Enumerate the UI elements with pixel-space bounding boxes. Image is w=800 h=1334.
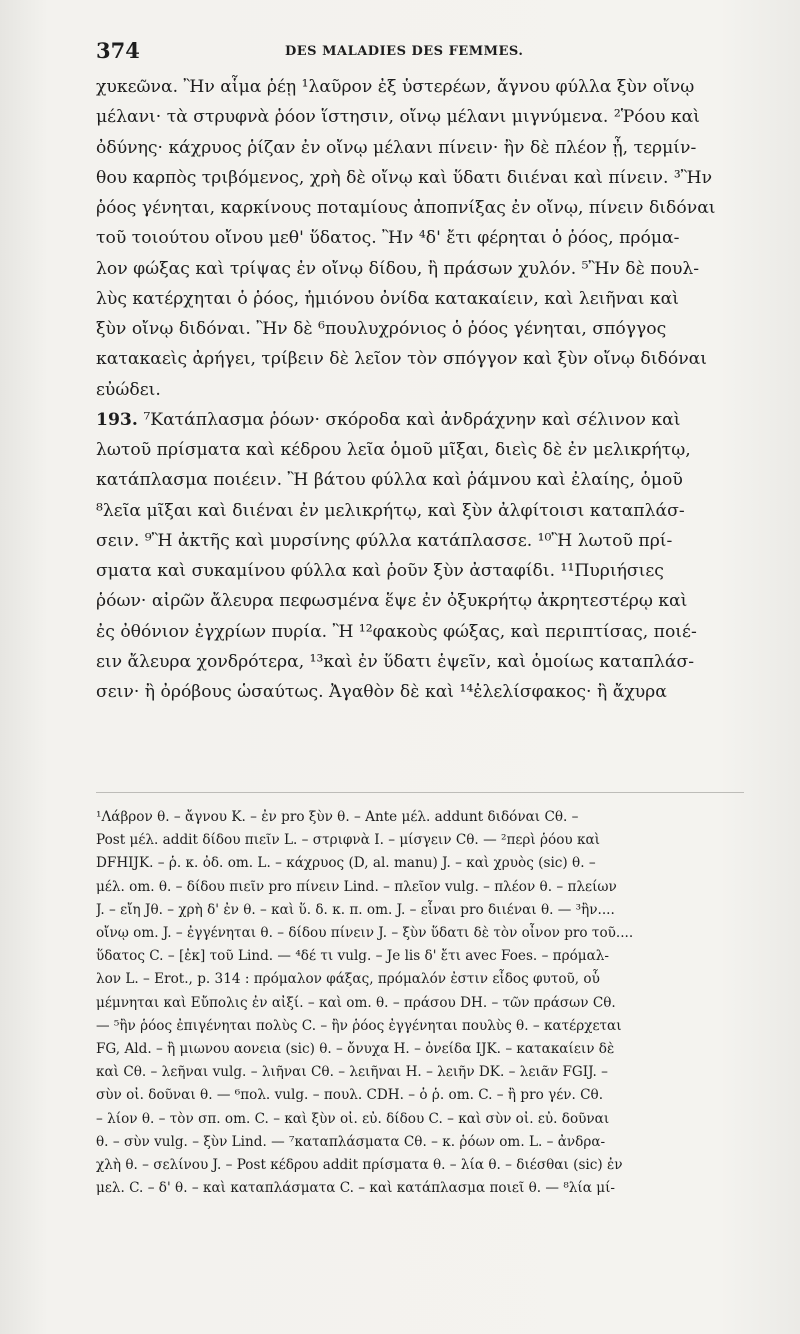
footnote-line: — ⁵ἢν ῥόος ἐπιγένηται πολὺς C. – ἢν ῥόος ἐγγένηται πουλὺς θ. – κατέρχεται: [96, 1017, 622, 1034]
text-line: θου καρπὸς τριβόμενος, χρὴ δὲ οἴνῳ καὶ ὕδατι διιέναι καὶ πίνειν. ³Ἢν: [96, 167, 713, 188]
section-number: 193.: [96, 409, 138, 430]
footnote-line: μέλ. om. θ. – δίδου πιεῖν pro πίνειν Lind. – πλεῖον vulg. – πλέον θ. – πλείων: [96, 878, 617, 895]
text-line: κατακαεὶς ἀρήγει, τρίβειν δὲ λεῖον τὸν σπόγγον καὶ ξὺν οἴνῳ διδόναι: [96, 349, 707, 370]
footnote-line: χλὴ θ. – σελίνου J. – Post κέδρου addit πρίσματα θ. – λία θ. – διέσθαι (sic) ἐν: [96, 1157, 623, 1174]
text-line: κατάπλασμα ποιέειν. Ἢ βάτου φύλλα καὶ ῥάμνου καὶ ἐλαίης, ὁμοῦ: [96, 470, 683, 491]
footnote-line: σὺν οἰ. δοῦναι θ. — ⁶πολ. vulg. – πουλ. CDH. – ὁ ῥ. om. C. – ἢ pro γέν. Cθ.: [96, 1087, 604, 1104]
footnote-line: ὕδατος C. – [ἐκ] τοῦ Lind. — ⁴δέ τι vulg. – Je lis δ' ἔτι avec Foes. – πρόμαλ-: [96, 948, 610, 965]
footnote-line: καὶ Cθ. – λεῆναι vulg. – λιῆναι Cθ. – λειῆναι H. – λειῆν DK. – λειᾶν FGIJ. –: [96, 1064, 608, 1081]
footnote-line: θ. – σὺν vulg. – ξὺν Lind. — ⁷καταπλάσματα Cθ. – κ. ῥόων om. L. – ἀνδρα-: [96, 1133, 606, 1150]
footnote-line: μελ. C. – δ' θ. – καὶ καταπλάσματα C. – καὶ κατάπλασμα ποιεῖ θ. — ⁸λία μί-: [96, 1180, 616, 1197]
footnote-line: J. – εἴη Jθ. – χρὴ δ' ἐν θ. – καὶ ὕ. δ. κ. π. om. J. – εἶναι pro διιέναι θ. — ³ἢν....: [96, 901, 615, 918]
page-header: [96, 36, 736, 66]
section-193-start: 193. ⁷Κατάπλασμα ῥόων· σκόροδα καὶ ἀνδράχνην καὶ σέλινον καὶ: [96, 409, 681, 430]
text-line: ὀδύνης· κάχρυος ῥίζαν ἐν οἴνῳ μέλανι πίνειν· ἢν δὲ πλέον ᾖ, τερμίν-: [96, 137, 697, 158]
footnotes: [96, 806, 744, 1200]
main-text: [96, 72, 744, 707]
footnote-line: DFHIJK. – ῥ. κ. ὀδ. om. L. – κάχρυος (D, al. manu) J. – καὶ χρυὸς (sic) θ. –: [96, 855, 596, 872]
text-line: λὺς κατέρχηται ὁ ῥόος, ἡμιόνου ὀνίδα κατακαίειν, καὶ λειῆναι καὶ: [96, 288, 680, 309]
text-line: λον φώξας καὶ τρίψας ἐν οἴνῳ δίδου, ἢ πράσων χυλόν. ⁵Ἢν δὲ πουλ-: [96, 258, 700, 279]
footnote-separator: [96, 792, 744, 793]
text-line: σειν. ⁹Ἢ ἀκτῆς καὶ μυρσίνης φύλλα κατάπλασσε. ¹⁰Ἢ λωτοῦ πρί-: [96, 530, 673, 551]
footnote-line: λον L. – Erot., p. 314 : πρόμαλον φάξας, πρόμαλόν ἐστιν εἶδος φυτοῦ, οὗ: [96, 971, 600, 988]
footnote-line: ¹Λάβρον θ. – ἄγνου K. – ἐν pro ξὺν θ. – Ante μέλ. addunt διδόναι Cθ. –: [96, 809, 579, 825]
text-line: μέλανι· τὰ στρυφνὰ ῥόον ἵστησιν, οἴνῳ μέλανι μιγνύμενα. ²Ῥόου καὶ: [96, 107, 700, 128]
text-line: τοῦ τοιούτου οἴνου μεθ' ὕδατος. Ἢν ⁴δ' ἔτι φέρηται ὁ ῥόος, πρόμα-: [96, 228, 680, 249]
footnote-line: FG, Ald. – ἢ μιωνου αονεια (sic) θ. – ὄνυχα H. – ὀνείδα IJK. – κατακαίειν δὲ: [96, 1041, 615, 1058]
footnote-line: μέμνηται καὶ Εὔπολις ἐν αἰξί. – καὶ om. θ. – πράσου DH. – τῶν πράσων Cθ.: [96, 994, 616, 1011]
text-line: ξὺν οἴνῳ διδόναι. Ἢν δὲ ⁶πουλυχρόνιος ὁ ῥόος γένηται, σπόγγος: [96, 319, 667, 339]
footnote-line: – λίον θ. – τὸν σπ. om. C. – καὶ ξὺν οἰ. εὐ. δίδου C. – καὶ σὺν οἰ. εὐ. δοῦναι: [96, 1110, 610, 1127]
text-line: ⁸λεῖα μῖξαι καὶ διιέναι ἐν μελικρήτῳ, καὶ ξὺν ἀλφίτοισι καταπλάσ-: [96, 500, 685, 521]
text-line: χυκεῶνα. Ἢν αἷμα ῥέῃ ¹λαῦρον ἐξ ὑστερέων, ἄγνου φύλλα ξὺν οἴνῳ: [96, 77, 695, 97]
text-line: λωτοῦ πρίσματα καὶ κέδρου λεῖα ὁμοῦ μῖξαι, διεὶς δὲ ἐν μελικρήτῳ,: [96, 440, 691, 460]
text-line: ειν ἄλευρα χονδρότερα, ¹³καὶ ἐν ὕδατι ἑψεῖν, καὶ ὁμοίως καταπλάσ-: [96, 651, 695, 672]
text-line: ῥόος γένηται, καρκίνους ποταμίους ἀποπνίξας ἐν οἴνῳ, πίνειν διδόναι: [96, 198, 716, 218]
footnote-line: Post μέλ. addit δίδου πιεῖν L. – στριφνὰ I. – μίσγειν Cθ. — ²περὶ ῥόου καὶ: [96, 832, 601, 849]
running-title: DES MALADIES DES FEMMES.: [285, 44, 524, 59]
footnote-line: οἴνῳ om. J. – ἐγγένηται θ. – δίδου πίνειν J. – ξὺν ὕδατι δὲ τὸν οἶνον pro τοῦ....: [96, 925, 634, 942]
text-line: σματα καὶ συκαμίνου φύλλα καὶ ῥοῦν ξὺν ἀσταφίδι. ¹¹Πυριήσιες: [96, 561, 664, 581]
page-number: 374: [96, 38, 140, 63]
text-line: ἐς ὀθόνιον ἐγχρίων πυρία. Ἢ ¹²φακοὺς φώξας, καὶ περιπτίσας, ποιέ-: [96, 621, 697, 642]
text-line: ῥόων· αἰρῶν ἄλευρα πεφωσμένα ἕψε ἐν ὀξυκρήτῳ ἀκρητεστέρῳ καὶ: [96, 591, 688, 612]
text-line: εὐώδει.: [96, 379, 161, 400]
text-line: σειν· ἢ ὀρόβους ὡσαύτως. Ἀγαθὸν δὲ καὶ ¹⁴ἐλελίσφακος· ἢ ἄχυρα: [96, 682, 667, 702]
